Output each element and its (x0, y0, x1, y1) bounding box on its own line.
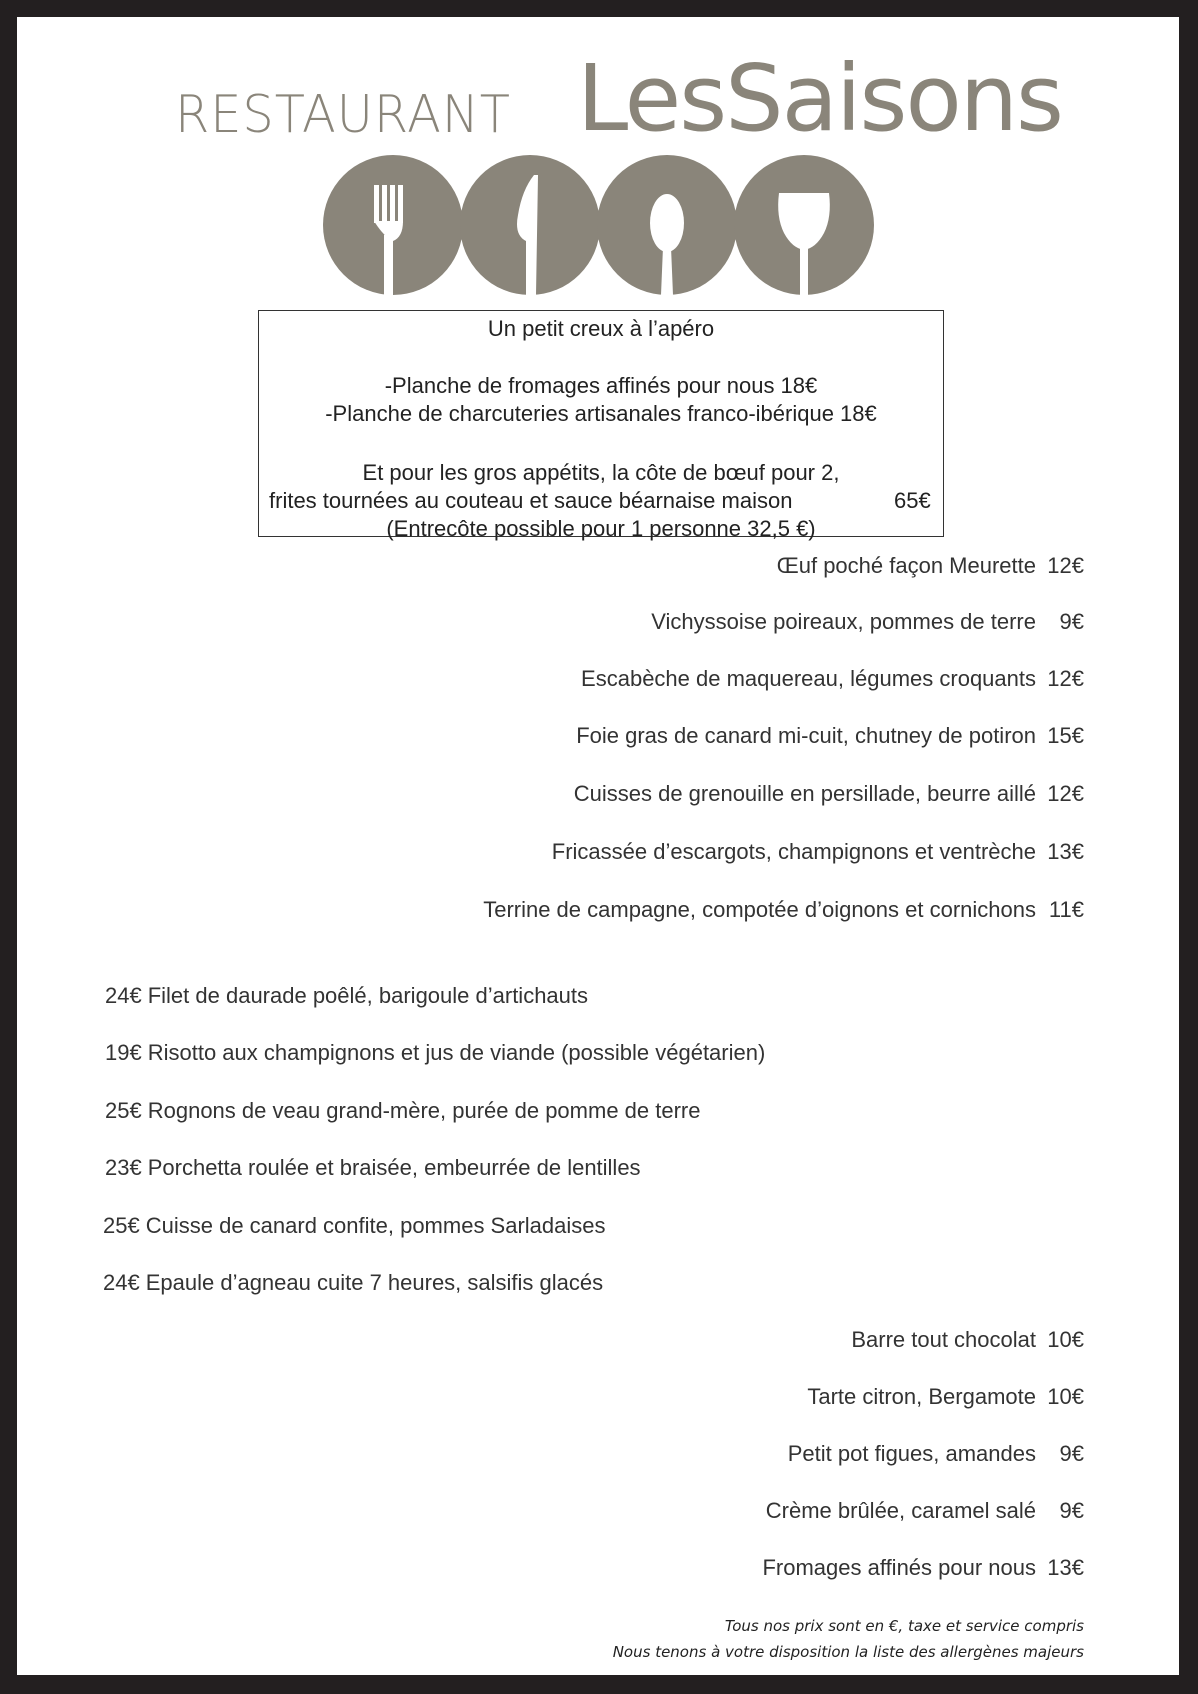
menu-item-price: 12€ (1047, 781, 1084, 806)
apero-item: Et pour les gros appétits, la côte de bœuf pour 2, (362, 460, 840, 485)
menu-item-name: Tarte citron, Bergamote (807, 1384, 1036, 1409)
menu-item (766, 1497, 1084, 1525)
menu-item-name: Barre tout chocolat (851, 1327, 1036, 1352)
brand-name: LesSaisons (577, 45, 1062, 152)
menu-item (483, 896, 1084, 924)
apero-item-price: 65€ (894, 488, 931, 513)
menu-item (851, 1326, 1084, 1354)
menu-item-price: 11€ (1048, 897, 1084, 922)
apero-item-text: frites tournées au couteau et sauce béarnaise maison (269, 488, 793, 513)
menu-item-name: Risotto aux champignons et jus de viande (possible végétarien) (147, 1040, 766, 1065)
menu-item-price: 25€ (103, 1213, 140, 1238)
spoon-icon (597, 155, 737, 295)
menu-item-price: 19€ (105, 1040, 142, 1065)
menu-item-name: Vichyssoise poireaux, pommes de terre (651, 609, 1036, 634)
menu-item (105, 982, 588, 1010)
menu-item-name: Petit pot figues, amandes (787, 1441, 1036, 1466)
menu-item-name: Terrine de campagne, compotée d’oignons et cornichons (483, 897, 1036, 922)
footer-note: Nous tenons à votre disposition la liste des allergènes majeurs (612, 1643, 1084, 1661)
menu-item-name: Porchetta roulée et braisée, embeurrée de lentilles (147, 1155, 641, 1180)
menu-item (103, 1212, 606, 1240)
menu-item-name: Filet de daurade poêlé, barigoule d’artichauts (147, 983, 589, 1008)
menu-item-price: 15€ (1047, 723, 1084, 748)
menu-item (105, 1097, 701, 1125)
menu-item-price: 13€ (1047, 1555, 1084, 1580)
menu-item (574, 780, 1084, 808)
menu-item (105, 1154, 641, 1182)
menu-item (762, 1554, 1084, 1582)
menu-item-name: Fricassée d’escargots, champignons et ventrèche (551, 839, 1036, 864)
menu-item (651, 608, 1084, 636)
menu-item (807, 1383, 1084, 1411)
fork-icon (323, 155, 463, 295)
menu-page (17, 17, 1179, 1675)
menu-item-price: 9€ (1059, 609, 1084, 634)
apero-title: Un petit creux à l’apéro (487, 316, 715, 341)
footer-notes (613, 1613, 1084, 1665)
menu-item-price: 10€ (1047, 1327, 1084, 1352)
menu-item-name: Cuisses de grenouille en persillade, beurre aillé (573, 781, 1036, 806)
menu-item-name: Crème brûlée, caramel salé (765, 1498, 1036, 1523)
menu-item-name: Escabèche de maquereau, légumes croquants (581, 666, 1036, 691)
menu-item-price: 24€ (105, 983, 142, 1008)
menu-item-price: 12€ (1047, 553, 1084, 578)
menu-item-name: Fromages affinés pour nous (762, 1555, 1036, 1580)
menu-item-name: Rognons de veau grand-mère, purée de pomme de terre (147, 1098, 701, 1123)
menu-item-price: 24€ (103, 1270, 140, 1295)
apero-box (258, 310, 944, 541)
menu-item-price: 23€ (105, 1155, 142, 1180)
apero-item: -Planche de fromages affinés pour nous 18€ (384, 373, 818, 398)
menu-item-name: Foie gras de canard mi-cuit, chutney de potiron (576, 723, 1036, 748)
apero-note: (Entrecôte possible pour 1 personne 32,5 €) (386, 516, 816, 541)
wine-glass-icon (734, 155, 874, 295)
menu-item (581, 665, 1084, 693)
brand-prefix: RESTAURANT (175, 85, 511, 145)
menu-item (788, 1440, 1084, 1468)
menu-item-price: 9€ (1059, 1498, 1084, 1523)
menu-item-price: 25€ (105, 1098, 142, 1123)
menu-item-price: 13€ (1047, 839, 1084, 864)
menu-item (576, 722, 1084, 750)
menu-item (552, 838, 1084, 866)
menu-item-name: Cuisse de canard confite, pommes Sarladaises (145, 1213, 606, 1238)
menu-item-price: 12€ (1047, 666, 1084, 691)
menu-item (103, 1269, 603, 1297)
menu-item-name: Œuf poché façon Meurette (776, 553, 1036, 578)
menu-item (105, 1039, 765, 1067)
apero-item (269, 486, 943, 515)
footer-note: Tous nos prix sont en €, taxe et service compris (724, 1617, 1084, 1635)
knife-icon (460, 155, 600, 295)
menu-item-price: 9€ (1059, 1441, 1084, 1466)
menu-item-name: Epaule d’agneau cuite 7 heures, salsifis glacés (145, 1270, 604, 1295)
apero-item: -Planche de charcuteries artisanales franco-ibérique 18€ (325, 401, 877, 426)
menu-item-price: 10€ (1047, 1384, 1084, 1409)
menu-item (777, 552, 1084, 580)
logo-cutlery (323, 155, 875, 305)
